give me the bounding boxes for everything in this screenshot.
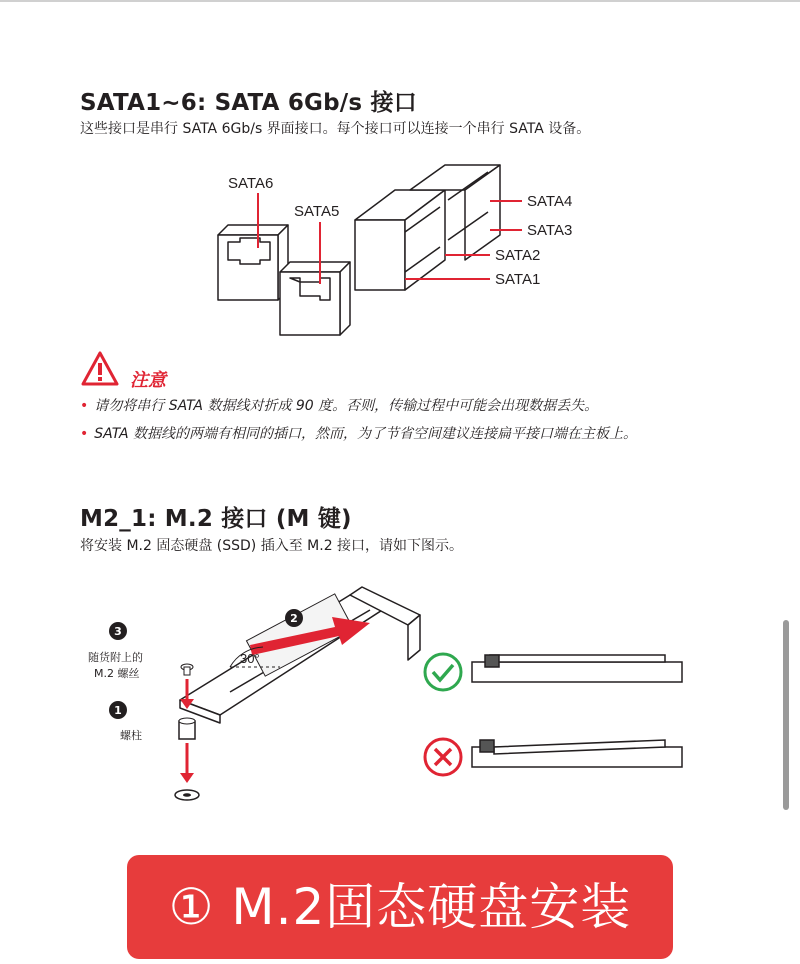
caution-title: 注意 — [130, 370, 166, 391]
caution-item: • SATA 数据线的两端有相同的插口，然而，为了节省空间建议连接扁平接口端在主板上。 — [80, 426, 638, 442]
standoff-label: 螺柱 — [120, 729, 142, 742]
caution-item: • 请勿将串行 SATA 数据线对折成 90 度。否则，传输过程中可能会出现数据丢失。 — [80, 398, 599, 414]
label-sata2: SATA2 — [495, 247, 541, 264]
m2-install-diagram — [80, 575, 700, 810]
scrollbar-thumb[interactable] — [783, 620, 789, 810]
sata-connector-diagram — [200, 160, 600, 345]
label-sata6: SATA6 — [228, 175, 274, 192]
correct-installation-figure — [472, 655, 682, 682]
sata-section-title: SATA1~6: SATA 6Gb/s 接口 — [80, 90, 417, 116]
m2-install-banner: ① M.2固态硬盘安装 — [127, 855, 673, 959]
screw-label-line2: M.2 螺丝 — [94, 667, 140, 680]
label-sata3: SATA3 — [527, 222, 573, 239]
standoff-icon — [179, 718, 195, 739]
m2-section-title: M2_1: M.2 接口 (M 键) — [80, 506, 352, 532]
m2-section-description: 将安装 M.2 固态硬盘 (SSD) 插入至 M.2 接口，请如下图示。 — [80, 538, 464, 554]
screw-icon — [181, 664, 193, 675]
svg-text:1: 1 — [114, 704, 122, 717]
svg-text:2: 2 — [290, 612, 298, 625]
screw-label-line1: 随货附上的 — [88, 651, 143, 664]
wrong-installation-figure — [472, 740, 682, 767]
angle-label: 30° — [240, 651, 260, 666]
sata-section-description: 这些接口是串行 SATA 6Gb/s 界面接口。每个接口可以连接一个串行 SATA 设备。 — [80, 121, 591, 137]
bullet-dot: • — [80, 426, 89, 442]
label-sata4: SATA4 — [527, 193, 573, 210]
correct-check-icon — [425, 654, 461, 690]
top-divider — [0, 0, 800, 2]
label-sata1: SATA1 — [495, 271, 541, 288]
label-sata5: SATA5 — [294, 203, 340, 220]
svg-text:3: 3 — [114, 625, 122, 638]
warning-icon — [80, 350, 120, 388]
bullet-dot: • — [80, 398, 89, 414]
